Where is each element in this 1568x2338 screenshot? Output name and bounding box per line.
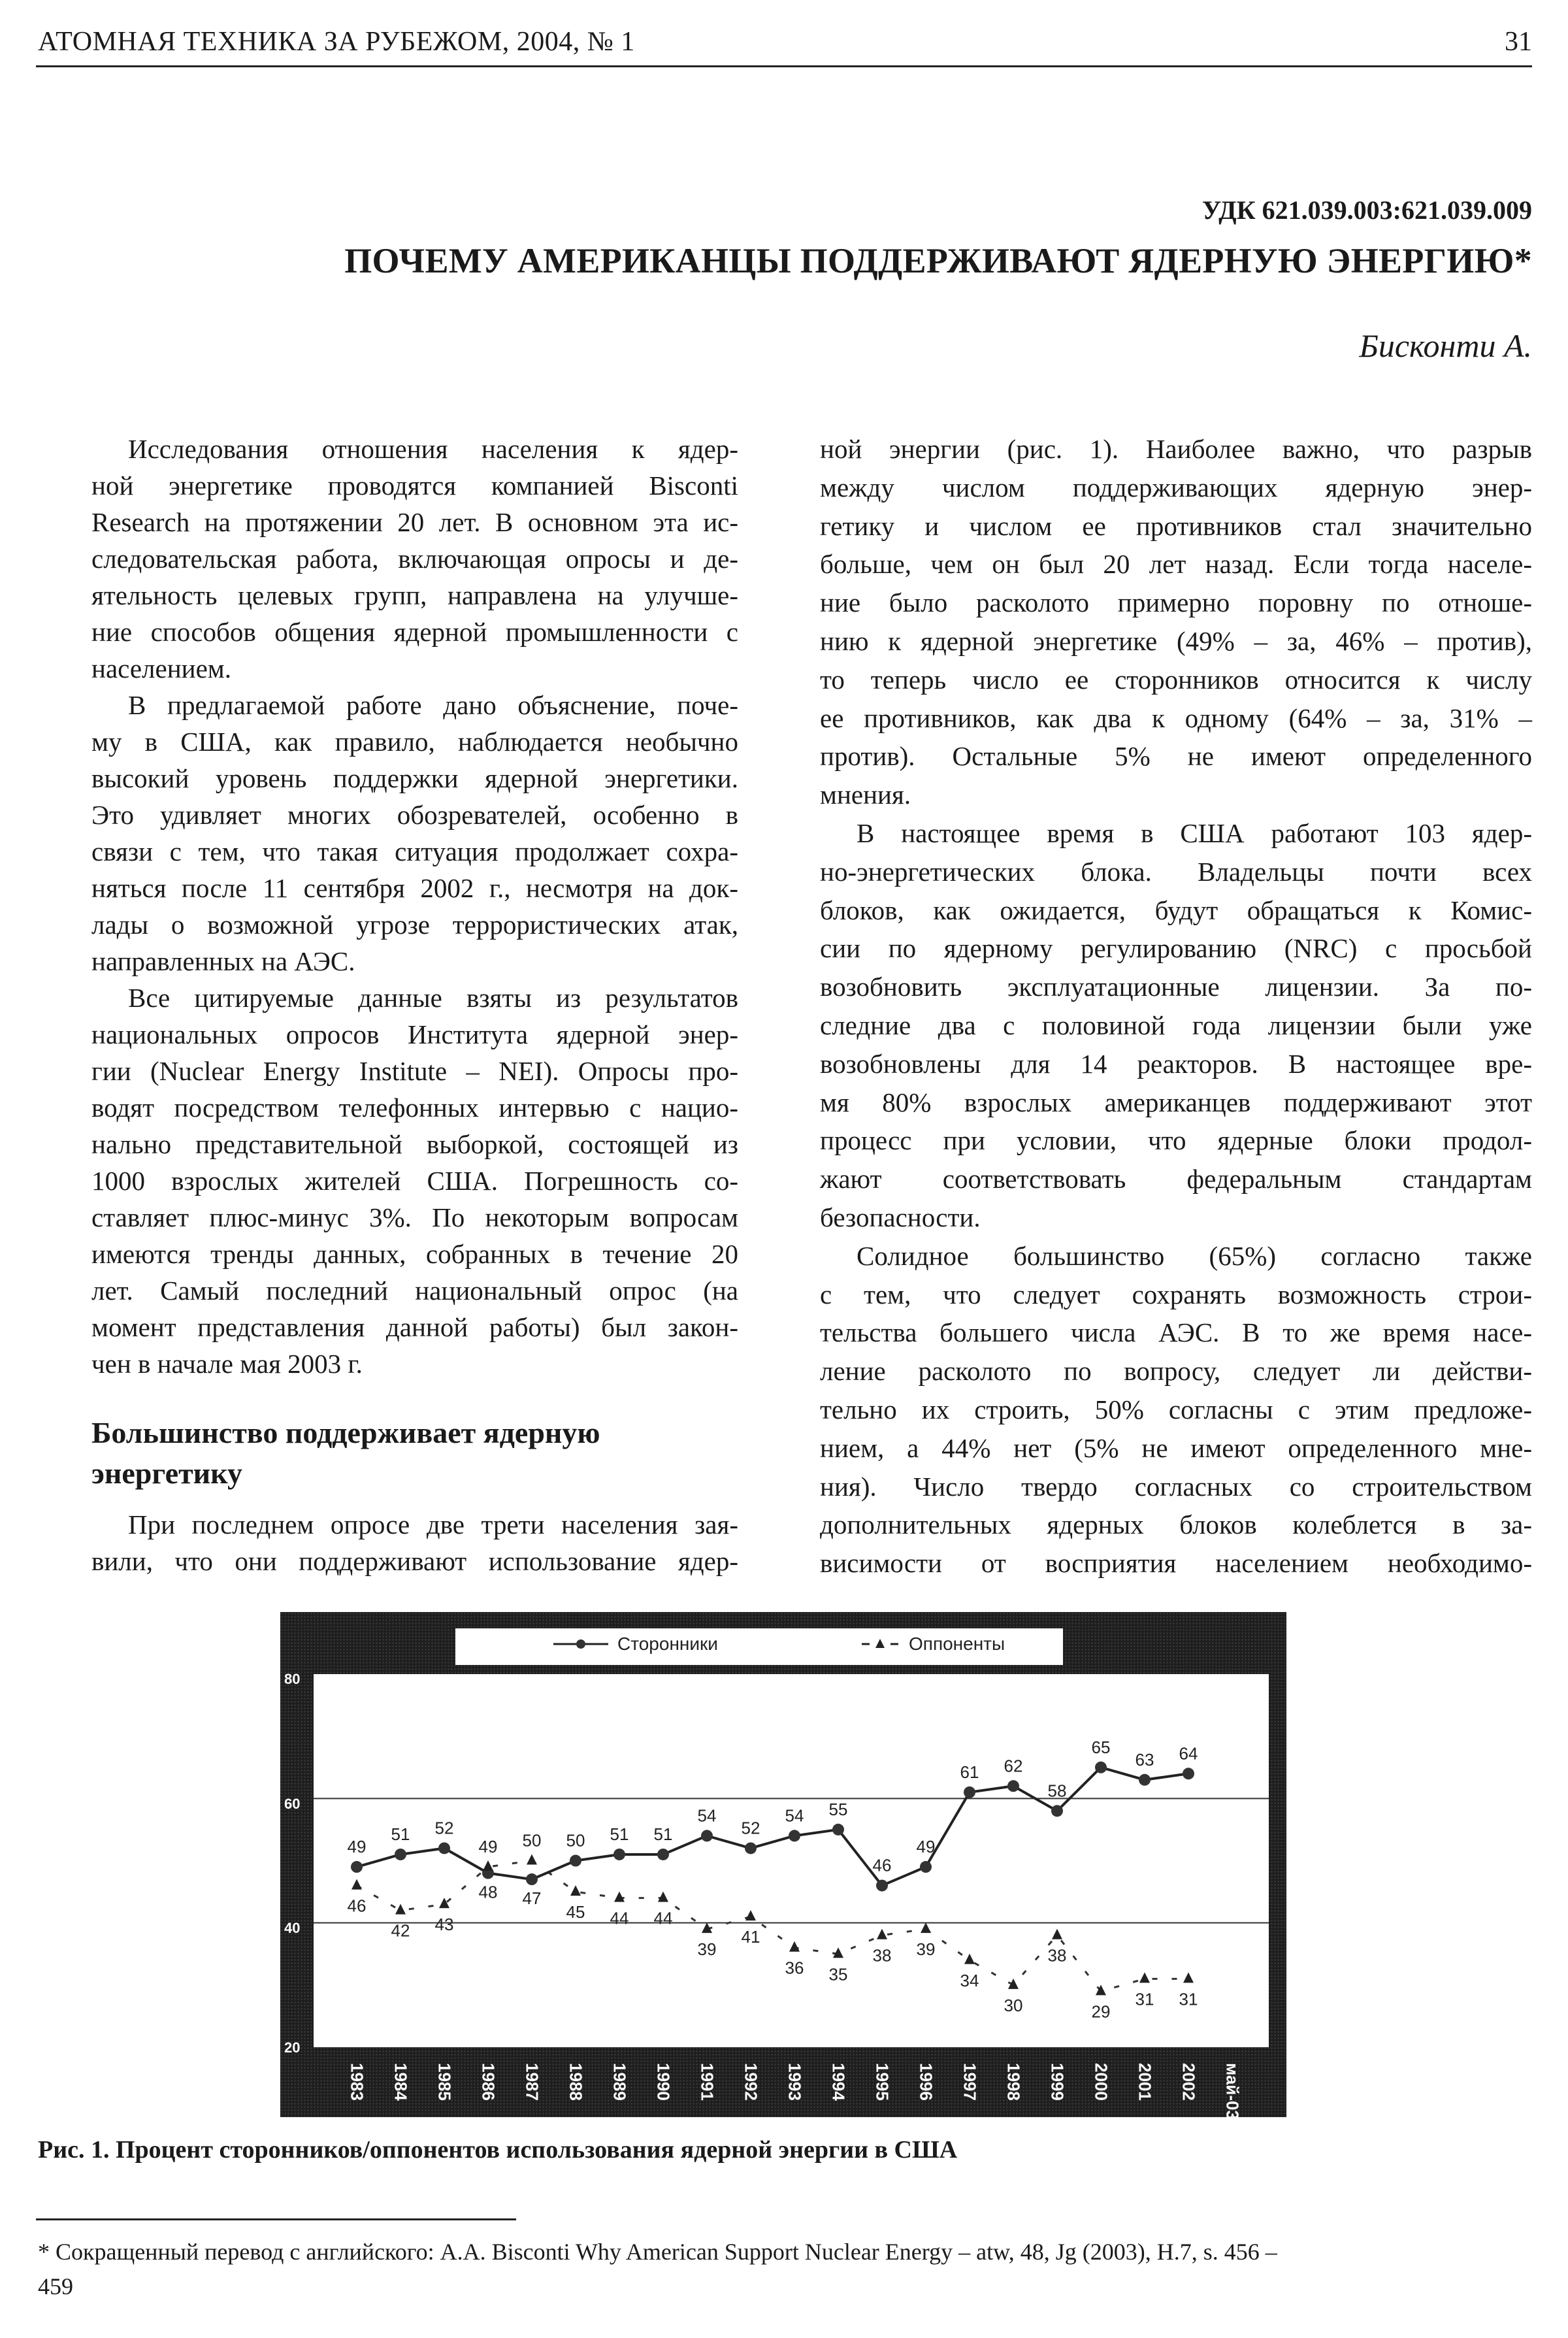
opponents-point <box>1096 1984 1106 1995</box>
x-tick-label: май-03 <box>1222 2063 1243 2120</box>
body-text-line: тельно их строить, 50% согласны с этим предложе- <box>820 1394 1532 1424</box>
legend-opponents-label: Оппоненты <box>909 1634 1005 1654</box>
body-text-line: ной энергетике проводятся компанией Bisconti <box>91 470 738 501</box>
body-text-line: связи с тем, что такая ситуация продолжает сохра- <box>91 836 738 866</box>
opponents-point <box>351 1879 362 1890</box>
opponents-value-label: 44 <box>653 1908 673 1928</box>
supporters-point <box>1139 1774 1151 1786</box>
body-text-line: ние способов общения ядерной промышленности с <box>91 617 738 647</box>
opponents-point <box>1052 1929 1062 1939</box>
body-text-line: сии по ядерному регулированию (NRC) с просьбой <box>820 933 1532 964</box>
article-title: ПОЧЕМУ АМЕРИКАНЦЫ ПОДДЕРЖИВАЮТ ЯДЕРНУЮ ЭНЕРГИЮ* <box>344 241 1532 280</box>
x-tick-label: 1993 <box>785 2063 805 2101</box>
body-text-line: между числом поддерживающих ядерную энер- <box>820 472 1532 502</box>
article-author: Бисконти А. <box>1359 327 1532 364</box>
body-text-line: ятельность целевых групп, направлена на улучше- <box>91 580 738 610</box>
supporters-point <box>1051 1805 1063 1817</box>
supporters-value-label: 51 <box>653 1824 673 1844</box>
supporters-value-label: 51 <box>610 1824 629 1844</box>
supporters-value-label: 54 <box>785 1805 804 1826</box>
opponents-point <box>1139 1972 1150 1983</box>
body-text-line: гии (Nuclear Energy Institute – NEI). Опросы про- <box>91 1056 738 1086</box>
body-text-line: имеются тренды данных, собранных в течение 20 <box>91 1239 738 1269</box>
opponents-point <box>395 1904 406 1915</box>
body-text-line: Это удивляет многих обозревателей, особенно в <box>91 800 738 830</box>
supporters-value-label: 65 <box>1091 1737 1111 1757</box>
x-tick-label: 1991 <box>697 2063 717 2101</box>
legend-opponents <box>860 1634 1005 1655</box>
opponents-value-label: 43 <box>434 1915 454 1935</box>
chart-legend <box>455 1628 1063 1665</box>
opponents-point <box>614 1892 625 1902</box>
body-text-line: При последнем опросе две трети населения зая- <box>128 1509 738 1539</box>
body-text-line: 1000 взрослых жителей США. Погрешность со- <box>91 1166 738 1196</box>
body-text-line: В настоящее время в США работают 103 ядер- <box>857 818 1532 848</box>
body-text-line: жают соответствовать федеральным стандартам <box>820 1164 1532 1194</box>
y-tick-80: 80 <box>284 1671 301 1687</box>
y-tick-40: 40 <box>284 1920 301 1936</box>
body-text-line: вили, что они поддерживают использование ядер- <box>91 1546 738 1576</box>
opponents-value-label: 31 <box>1179 1989 1198 2009</box>
supporters-value-label: 48 <box>478 1882 498 1902</box>
opponents-point <box>745 1910 756 1920</box>
opponents-point <box>789 1941 800 1952</box>
opponents-line <box>357 1861 1188 1992</box>
opponents-value-label: 49 <box>478 1837 498 1857</box>
body-text-line: мя 80% взрослых американцев поддерживают этот <box>820 1087 1532 1117</box>
opponents-value-label: 38 <box>1047 1945 1067 1966</box>
x-tick-label: 1985 <box>434 2063 455 2101</box>
x-tick-label: 1992 <box>741 2063 761 2101</box>
body-text-line: высокий уровень поддержки ядерной энергетики. <box>91 763 738 793</box>
body-text-line: лады о возможной угрозе террористических атак, <box>91 910 738 940</box>
supporters-point <box>613 1849 625 1860</box>
legend-supporters-label: Сторонники <box>617 1634 718 1654</box>
body-text-line: ной энергии (рис. 1). Наиболее важно, что разрыв <box>820 434 1532 464</box>
body-text-line: дополнительных ядерных блоков колеблется в за- <box>820 1509 1532 1540</box>
body-text-line: нием, а 44% нет (5% не имеют определенного мне- <box>820 1432 1532 1463</box>
y-tick-60: 60 <box>284 1796 301 1812</box>
supporters-value-label: 64 <box>1179 1743 1198 1764</box>
y-tick-20: 20 <box>284 2039 301 2056</box>
supporters-value-label: 50 <box>566 1830 585 1851</box>
supporters-point <box>570 1855 581 1867</box>
opponents-value-label: 41 <box>741 1927 760 1947</box>
section-heading: Большинство поддерживает ядерную <box>91 1416 600 1449</box>
x-tick-label: 1986 <box>478 2063 498 2101</box>
opponents-point <box>1183 1972 1194 1983</box>
opponents-value-label: 50 <box>522 1830 542 1851</box>
supporters-point <box>438 1842 450 1854</box>
figure-chart <box>280 1612 1286 2120</box>
supporters-point <box>395 1849 406 1860</box>
udc-code: УДК 621.039.003:621.039.009 <box>1201 195 1532 225</box>
section-heading: энергетику <box>91 1457 243 1490</box>
supporters-point <box>876 1880 888 1892</box>
supporters-value-label: 49 <box>916 1837 936 1857</box>
supporters-value-label: 51 <box>391 1824 410 1844</box>
opponents-value-label: 46 <box>347 1896 367 1916</box>
supporters-point <box>1183 1768 1194 1779</box>
opponents-point <box>921 1922 931 1933</box>
footnote-rule <box>36 2218 516 2220</box>
supporters-point <box>526 1873 538 1885</box>
solid-line-circle-icon <box>553 1638 608 1651</box>
body-text-line: чен в начале мая 2003 г. <box>91 1349 363 1379</box>
opponents-value-label: 45 <box>566 1902 585 1922</box>
supporters-value-label: 52 <box>741 1818 760 1838</box>
opponents-value-label: 38 <box>872 1945 892 1966</box>
supporters-value-label: 47 <box>522 1888 542 1909</box>
body-text-line: нию к ядерной энергетике (49% – за, 46% – против), <box>820 626 1532 656</box>
footnote-line-1: * Сокращенный перевод с английского: A.A. Bisconti Why American Support Nuclear Energy – atw, 48, Jg (2003), H.7, s. 456 – <box>38 2239 1277 2265</box>
figure-caption: Рис. 1. Процент сторонников/оппонентов использования ядерной энергии в США <box>38 2136 958 2164</box>
supporters-value-label: 63 <box>1135 1749 1154 1770</box>
body-text-line: му в США, как правило, наблюдается необычно <box>91 727 738 757</box>
dashed-line-triangle-icon <box>860 1638 900 1651</box>
x-tick-label: 2001 <box>1135 2063 1155 2101</box>
journal-title: АТОМНАЯ ТЕХНИКА ЗА РУБЕЖОМ, 2004, № 1 <box>38 27 635 57</box>
body-text-line: Research на протяжении 20 лет. В основном эта ис- <box>91 507 738 537</box>
opponents-point <box>964 1954 975 1964</box>
legend-supporters <box>553 1634 718 1655</box>
supporters-point <box>920 1861 932 1873</box>
supporters-point <box>701 1830 713 1841</box>
opponents-value-label: 36 <box>785 1958 804 1978</box>
supporters-point <box>1007 1780 1019 1792</box>
body-text-line: момент представления данной работы) был закон- <box>91 1312 738 1342</box>
supporters-point <box>964 1786 975 1798</box>
x-tick-label: 1995 <box>872 2063 892 2101</box>
body-text-line: гетику и числом ее противников стал значительно <box>820 510 1532 541</box>
body-text-line: возобновлены для 14 реакторов. В настоящее вре- <box>820 1048 1532 1079</box>
x-tick-label: 1990 <box>653 2063 674 2101</box>
opponents-value-label: 34 <box>960 1970 979 1990</box>
supporters-value-label: 52 <box>434 1818 454 1838</box>
body-text-line: нально представительной выборкой, состоящей из <box>91 1129 738 1159</box>
body-text-line: против). Остальные 5% не имеют определенного <box>820 741 1532 772</box>
body-text-line: безопасности. <box>820 1202 981 1232</box>
supporters-value-label: 58 <box>1047 1781 1067 1801</box>
supporters-point <box>657 1849 669 1860</box>
body-text-line: ставляет плюс-минус 3%. По некоторым вопросам <box>91 1202 738 1232</box>
body-text-line: тельства большего числа АЭС. В то же время насе- <box>820 1317 1532 1348</box>
body-text-line: направленных на АЭС. <box>91 946 355 976</box>
body-text-line: блоков, как ожидается, будут обращаться к Комис- <box>820 895 1532 925</box>
x-tick-label: 2002 <box>1179 2063 1199 2101</box>
line-chart <box>314 1674 1269 2047</box>
supporters-value-label: 61 <box>960 1762 979 1782</box>
opponents-value-label: 35 <box>828 1964 848 1984</box>
opponents-point <box>483 1860 493 1871</box>
body-text-line: лет. Самый последний национальный опрос (на <box>91 1276 738 1306</box>
x-tick-label: 2000 <box>1091 2063 1111 2101</box>
supporters-value-label: 49 <box>347 1837 367 1857</box>
body-text-line: мнения. <box>820 780 911 810</box>
supporters-point <box>745 1842 757 1854</box>
body-text-line: следние два с половиной года лицензии были уже <box>820 1010 1532 1040</box>
supporters-value-label: 54 <box>697 1805 717 1826</box>
x-tick-label: 1994 <box>828 2063 849 2101</box>
page-number: 31 <box>1505 27 1532 57</box>
opponents-value-label: 39 <box>697 1939 717 1960</box>
x-tick-label: 1996 <box>916 2063 936 2101</box>
opponents-point <box>570 1885 581 1896</box>
body-text-line: с тем, что следует сохранять возможность строи- <box>820 1279 1532 1309</box>
opponents-point <box>527 1854 537 1865</box>
body-text-line: ния). Число твердо согласных со строительством <box>820 1471 1532 1502</box>
supporters-value-label: 46 <box>872 1855 892 1875</box>
body-text-line: ление расколото по вопросу, следует ли действи- <box>820 1356 1532 1387</box>
body-text-line: процесс при условии, что ядерные блоки продол- <box>820 1125 1532 1156</box>
body-text-line: населением. <box>91 653 231 683</box>
x-tick-label: 1988 <box>566 2063 586 2101</box>
body-text-line: национальных опросов Института ядерной энер- <box>91 1019 738 1049</box>
opponents-value-label: 31 <box>1135 1989 1154 2009</box>
body-text-line: няться после 11 сентября 2002 г., несмотря на док- <box>91 873 738 903</box>
body-text-line: но-энергетических блока. Владельцы почти всех <box>820 856 1532 887</box>
x-tick-label: 1987 <box>522 2063 542 2101</box>
x-tick-label: 1998 <box>1004 2063 1024 2101</box>
body-text-line: Исследования отношения населения к ядер- <box>128 434 738 464</box>
body-text-line: В предлагаемой работе дано объяснение, поче- <box>128 690 738 720</box>
opponents-point <box>658 1892 668 1902</box>
body-text-line: ние было расколото примерно поровну по отноше- <box>820 587 1532 618</box>
body-text-line: больше, чем он был 20 лет назад. Если тогда населе- <box>820 549 1532 580</box>
body-text-line: то теперь число ее сторонников относится к числу <box>820 664 1532 695</box>
footnote-line-2: 459 <box>38 2273 73 2299</box>
body-text-line: висимости от восприятия населением необходимо- <box>820 1548 1532 1579</box>
supporters-value-label: 62 <box>1004 1756 1023 1776</box>
body-text-line: Солидное большинство (65%) согласно также <box>857 1240 1532 1271</box>
opponents-point <box>877 1929 887 1939</box>
supporters-point <box>351 1861 363 1873</box>
supporters-point <box>832 1824 844 1836</box>
opponents-value-label: 44 <box>610 1908 629 1928</box>
supporters-value-label: 55 <box>828 1799 848 1819</box>
opponents-point <box>439 1898 449 1908</box>
body-text-line: ее противников, как два к одному (64% – за, 31% – <box>820 702 1532 733</box>
header-rule <box>36 65 1532 67</box>
body-text-line: следовательская работа, включающая опросы и де- <box>91 544 738 574</box>
body-text-line: возобновить эксплуатационные лицензии. За по- <box>820 972 1532 1002</box>
plot-area <box>314 1674 1269 2047</box>
opponents-value-label: 39 <box>916 1939 936 1960</box>
x-tick-label: 1989 <box>610 2063 630 2101</box>
supporters-point <box>789 1830 800 1841</box>
x-tick-label: 1984 <box>391 2063 411 2101</box>
supporters-point <box>1095 1762 1107 1773</box>
x-tick-label: 1999 <box>1047 2063 1068 2101</box>
opponents-value-label: 30 <box>1004 1995 1023 2015</box>
opponents-value-label: 42 <box>391 1920 410 1941</box>
x-tick-label: 1983 <box>347 2063 367 2101</box>
body-text-line: Все цитируемые данные взяты из результатов <box>128 983 738 1013</box>
opponents-value-label: 29 <box>1091 2001 1111 2022</box>
body-text-line: водят посредством телефонных интервью с нацио- <box>91 1093 738 1123</box>
x-tick-label: 1997 <box>960 2063 980 2101</box>
